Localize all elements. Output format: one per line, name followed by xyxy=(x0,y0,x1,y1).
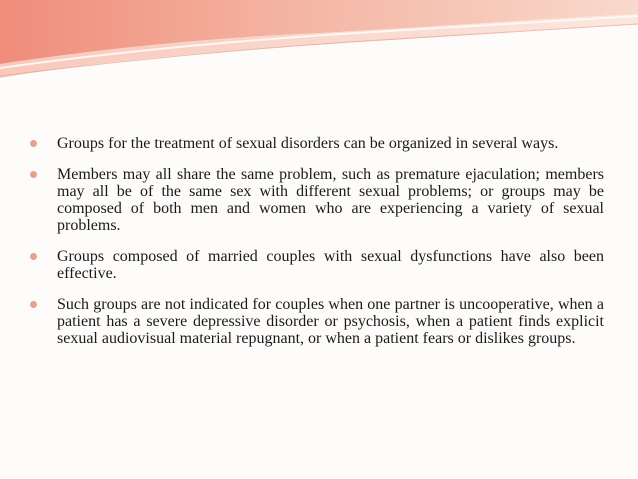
slide-content xyxy=(28,135,604,361)
bullet-dot-icon xyxy=(30,253,37,260)
header-decoration xyxy=(0,0,638,90)
bullet-text: Groups composed of married couples with sexual dysfunctions have also been effective. xyxy=(57,248,604,282)
bullet-dot-icon xyxy=(30,301,37,308)
bullet-text: Members may all share the same problem, such as premature ejaculation; members may all be of the same sex with different sexual problems; or groups may be composed of both men and women who are experiencing a variety of sexual problems. xyxy=(57,166,604,234)
bullet-item xyxy=(28,135,604,152)
bullet-item xyxy=(28,296,604,347)
bullet-item xyxy=(28,166,604,234)
bullet-dot-icon xyxy=(30,140,37,147)
bullet-dot-icon xyxy=(30,171,37,178)
bullet-list xyxy=(28,135,604,347)
bullet-text: Groups for the treatment of sexual disorders can be organized in several ways. xyxy=(57,135,559,152)
bullet-item xyxy=(28,248,604,282)
bullet-text: Such groups are not indicated for couples when one partner is uncooperative, when a patient has a severe depressive disorder or psychosis, when a patient finds explicit sexual audiovisual material repugnant, or when a patient fears or dislikes groups. xyxy=(57,296,604,347)
